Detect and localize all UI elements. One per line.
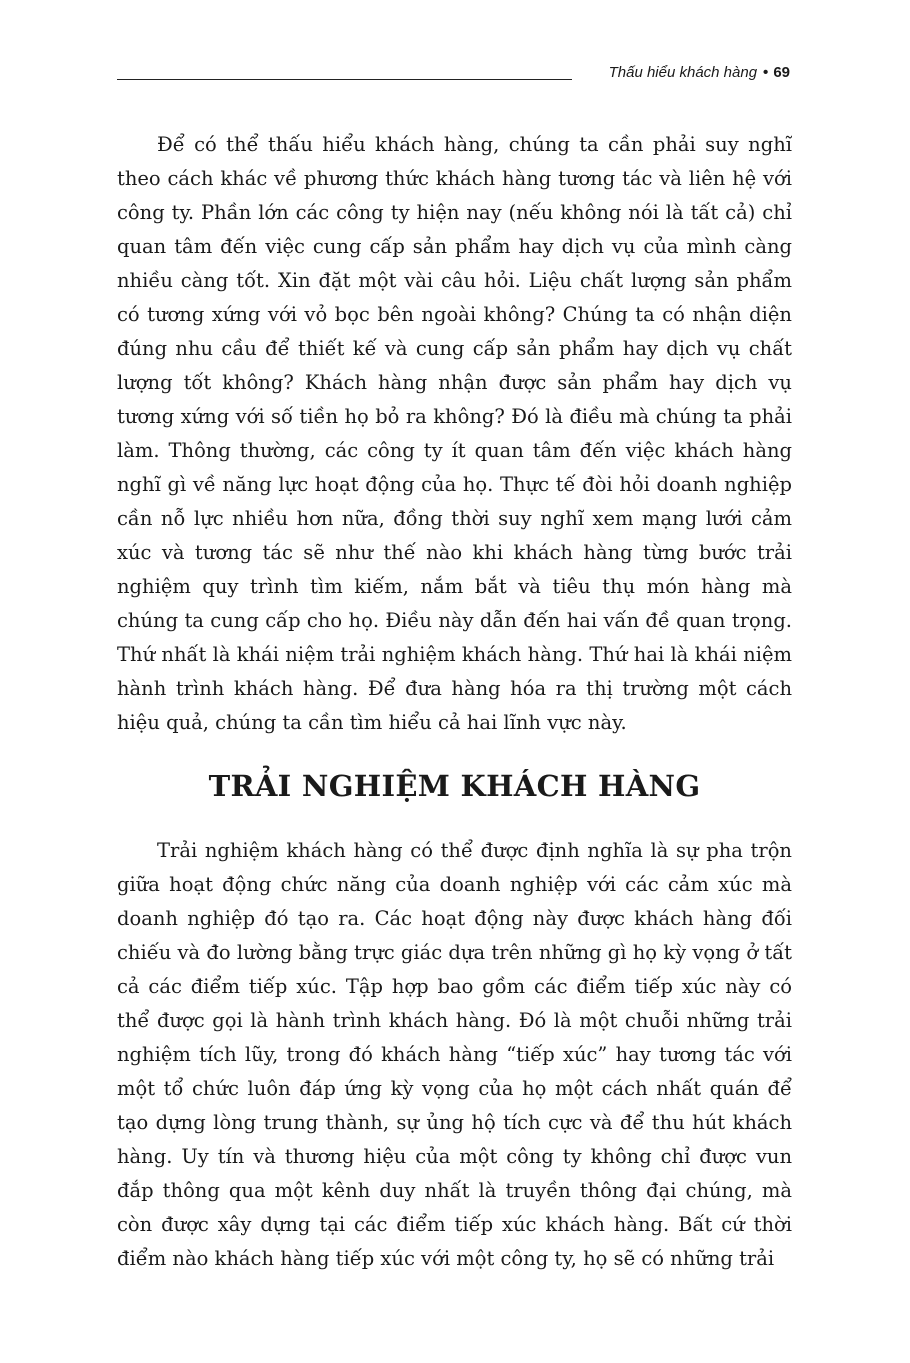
running-header bbox=[117, 62, 797, 88]
bullet-separator: • bbox=[763, 64, 769, 81]
section-heading: TRẢI NGHIỆM KHÁCH HÀNG bbox=[208, 769, 701, 803]
chapter-title: Thấu hiểu khách hàng bbox=[608, 64, 758, 81]
body-paragraph: Trải nghiệm khách hàng có thể được định nghĩa là sự pha trộn giữa hoạt động chức năng của doanh nghiệp với các cảm xúc mà doanh nghiệp đó tạo ra. Các hoạt động này được khách hàng đối chiếu và đo lường bằng trực giác dựa trên những gì họ kỳ vọng ở tất cả các điểm tiếp xúc. Tập hợp bao gồm các điểm tiếp xúc này có thể được gọi là hành trình khách hàng. Đó là một chuỗi những trải nghiệm tích lũy, trong đó khách hàng “tiếp xúc” hay tương tác với một tổ chức luôn đáp ứng kỳ vọng của họ một cách nhất quán để tạo dựng lòng trung thành, sự ủng hộ tích cực và để thu hút khách hàng. Uy tín và thương hiệu của một công ty không chỉ được vun đắp thông qua một kênh duy nhất là truyền thông đại chúng, mà còn được xây dựng tại các điểm tiếp xúc khách hàng. Bất cứ thời điểm nào khách hàng tiếp xúc với một công ty, họ sẽ có những trải bbox=[117, 839, 792, 1270]
header-text bbox=[609, 62, 790, 84]
header-rule bbox=[117, 79, 572, 80]
page-number: 69 bbox=[773, 64, 790, 81]
body-paragraph: Để có thể thấu hiểu khách hàng, chúng ta cần phải suy nghĩ theo cách khác về phương thức khách hàng tương tác và liên hệ với công ty. Phần lớn các công ty hiện nay (nếu không nói là tất cả) chỉ quan tâm đến việc cung cấp sản phẩm hay dịch vụ của mình càng nhiều càng tốt. Xin đặt một vài câu hỏi. Liệu chất lượng sản phẩm có tương xứng với vỏ bọc bên ngoài không? Chúng ta có nhận diện đúng nhu cầu để thiết kế và cung cấp sản phẩm hay dịch vụ chất lượng tốt không? Khách hàng nhận được sản phẩm hay dịch vụ tương xứng với số tiền họ bỏ ra không? Đó là điều mà chúng ta phải làm. Thông thường, các công ty ít quan tâm đến việc khách hàng nghĩ gì về năng lực hoạt động của họ. Thực tế đòi hỏi doanh nghiệp cần nỗ lực nhiều hơn nữa, đồng thời suy nghĩ xem mạng lưới cảm xúc và tương tác sẽ như thế nào khi khách hàng từng bước trải nghiệm quy trình tìm kiếm, nắm bắt và tiêu thụ món hàng mà chúng ta cung cấp cho họ. Điều này dẫn đến hai vấn đề quan trọng. Thứ nhất là khái niệm trải nghiệm khách hàng. Thứ hai là khái niệm hành trình khách hàng. Để đưa hàng hóa ra thị trường một cách hiệu quả, chúng ta cần tìm hiểu cả hai lĩnh vực này. bbox=[117, 133, 792, 734]
page-body bbox=[117, 128, 792, 1276]
